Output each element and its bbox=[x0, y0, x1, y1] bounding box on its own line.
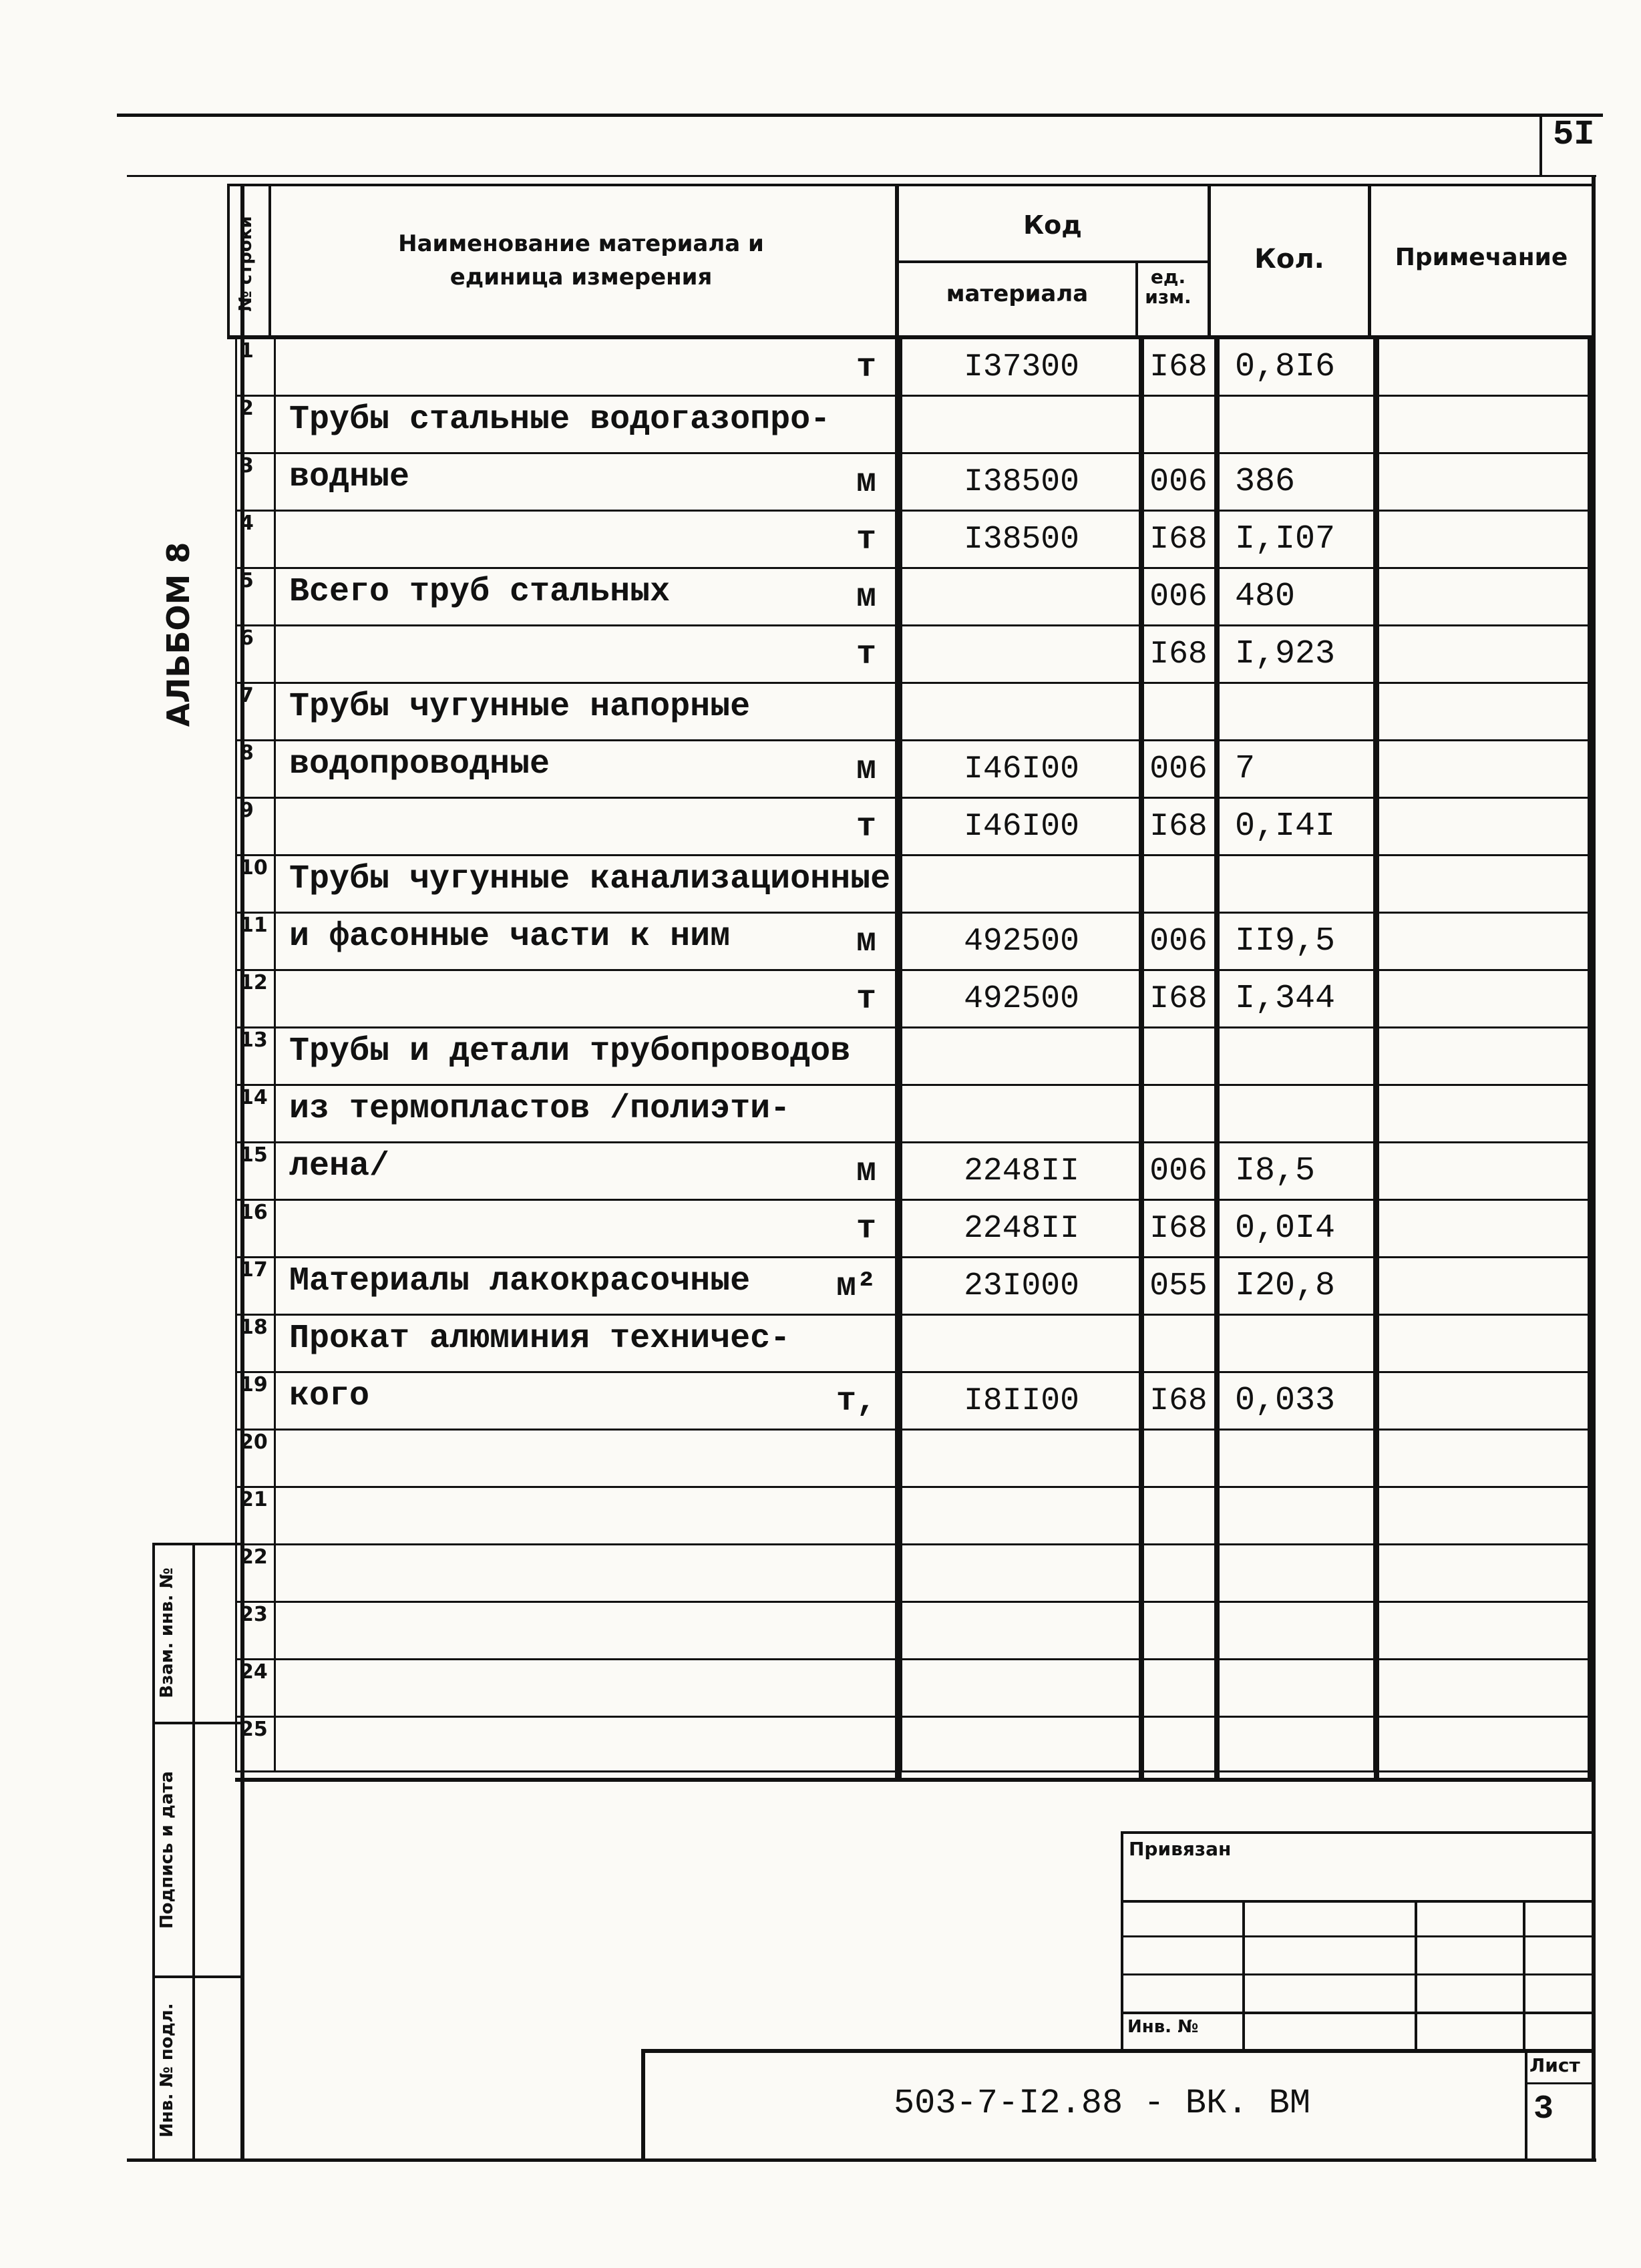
unit-code bbox=[1142, 1602, 1216, 1660]
material-name: лена/ bbox=[289, 1147, 390, 1185]
table-row bbox=[236, 1085, 1593, 1143]
material-code bbox=[902, 626, 1142, 683]
table-row bbox=[236, 1717, 1593, 1772]
row-number: 18 bbox=[236, 1315, 275, 1372]
note bbox=[1375, 511, 1593, 568]
material-name-cell bbox=[275, 1545, 902, 1602]
note bbox=[1375, 1602, 1593, 1660]
table-row bbox=[236, 1602, 1593, 1660]
material-code bbox=[902, 1028, 1142, 1085]
quantity bbox=[1216, 1545, 1375, 1602]
material-name: Трубы чугунные канализационные bbox=[289, 860, 891, 898]
unit-code: 006 bbox=[1142, 1143, 1216, 1200]
material-code: I38500 bbox=[902, 511, 1142, 568]
material-name-cell bbox=[275, 1717, 902, 1772]
material-code bbox=[902, 1602, 1142, 1660]
title-block-left bbox=[641, 2049, 645, 2160]
quantity: I,344 bbox=[1216, 970, 1375, 1028]
unit: т bbox=[856, 980, 876, 1018]
quantity: 0,033 bbox=[1216, 1372, 1375, 1430]
margin-inv-podl-label: Инв. № подл. bbox=[157, 2003, 177, 2138]
note bbox=[1375, 1430, 1593, 1487]
material-code bbox=[902, 396, 1142, 453]
quantity bbox=[1216, 1085, 1375, 1143]
unit-code: 006 bbox=[1142, 453, 1216, 511]
margin-outer-left bbox=[152, 1543, 155, 2160]
material-code: 492500 bbox=[902, 970, 1142, 1028]
material-code: I46I00 bbox=[902, 741, 1142, 798]
table-row bbox=[236, 568, 1593, 626]
unit: м bbox=[856, 1153, 876, 1191]
list-box-left bbox=[1525, 2049, 1527, 2160]
quantity bbox=[1216, 1660, 1375, 1717]
material-name-cell bbox=[275, 1143, 902, 1200]
table-bottom-thick bbox=[235, 1778, 1594, 1782]
unit-code: I68 bbox=[1142, 339, 1216, 396]
quantity bbox=[1216, 1315, 1375, 1372]
material-name: и фасонные части к ним bbox=[289, 918, 731, 956]
table-row bbox=[236, 1315, 1593, 1372]
row-number: 15 bbox=[236, 1143, 275, 1200]
header-qty: Кол. bbox=[1254, 244, 1324, 274]
note bbox=[1375, 568, 1593, 626]
material-code bbox=[902, 1430, 1142, 1487]
row-number: 6 bbox=[236, 626, 275, 683]
material-code bbox=[902, 1660, 1142, 1717]
stamp-privyazan: Привязан bbox=[1129, 1838, 1232, 1860]
materials-table bbox=[235, 337, 1594, 1772]
quantity bbox=[1216, 856, 1375, 913]
unit: м bbox=[856, 751, 876, 789]
table-row bbox=[236, 1143, 1593, 1200]
material-code bbox=[902, 1487, 1142, 1545]
material-code bbox=[902, 856, 1142, 913]
material-code: I46I00 bbox=[902, 798, 1142, 856]
code-col-left-thick bbox=[895, 337, 902, 1780]
margin-podpis-label: Подпись и дата bbox=[157, 1770, 177, 1929]
quantity bbox=[1216, 1430, 1375, 1487]
note bbox=[1375, 453, 1593, 511]
material-name-cell bbox=[275, 1602, 902, 1660]
note bbox=[1375, 913, 1593, 970]
note bbox=[1375, 1143, 1593, 1200]
material-name-cell bbox=[275, 683, 902, 741]
table-row bbox=[236, 626, 1593, 683]
stamp-col-3 bbox=[1523, 1900, 1525, 2050]
quantity bbox=[1216, 396, 1375, 453]
margin-top bbox=[152, 1543, 242, 1545]
stamp-col-1 bbox=[1242, 1900, 1245, 2050]
quantity bbox=[1216, 683, 1375, 741]
note bbox=[1375, 970, 1593, 1028]
unit-code: I68 bbox=[1142, 626, 1216, 683]
quantity: 0,0I4 bbox=[1216, 1200, 1375, 1258]
unit-code bbox=[1142, 1085, 1216, 1143]
unit-code bbox=[1142, 1487, 1216, 1545]
note bbox=[1375, 1372, 1593, 1430]
material-code bbox=[902, 1717, 1142, 1772]
list-value: 3 bbox=[1533, 2090, 1554, 2128]
unit: м bbox=[856, 463, 876, 502]
qty-col-left-thick bbox=[1214, 337, 1220, 1780]
header-code: Код bbox=[1023, 210, 1082, 240]
row-number: 11 bbox=[236, 913, 275, 970]
ed-col-left-thick bbox=[1139, 337, 1144, 1780]
table-right-thick bbox=[1588, 337, 1593, 1780]
material-name-cell bbox=[275, 1028, 902, 1085]
material-code: 23I000 bbox=[902, 1258, 1142, 1315]
margin-sep-1 bbox=[152, 1722, 242, 1724]
row-number: 13 bbox=[236, 1028, 275, 1085]
quantity bbox=[1216, 1602, 1375, 1660]
margin-inner-left bbox=[192, 1543, 195, 2160]
material-name-cell bbox=[275, 396, 902, 453]
material-name-cell bbox=[275, 453, 902, 511]
quantity bbox=[1216, 1028, 1375, 1085]
material-code bbox=[902, 1315, 1142, 1372]
unit: т bbox=[856, 636, 876, 674]
material-name: из термопластов /полиэти- bbox=[289, 1090, 791, 1128]
quantity: 0,I4I bbox=[1216, 798, 1375, 856]
unit-code bbox=[1142, 1660, 1216, 1717]
material-name: Трубы чугунные напорные bbox=[289, 688, 751, 726]
album-label: АЛЬБОМ 8 bbox=[160, 542, 196, 727]
unit-code: I68 bbox=[1142, 1200, 1216, 1258]
note bbox=[1375, 798, 1593, 856]
note bbox=[1375, 1085, 1593, 1143]
quantity: 386 bbox=[1216, 453, 1375, 511]
material-name-cell bbox=[275, 511, 902, 568]
row-number: 10 bbox=[236, 856, 275, 913]
note bbox=[1375, 1487, 1593, 1545]
material-name-cell bbox=[275, 1487, 902, 1545]
material-name-cell bbox=[275, 1315, 902, 1372]
material-name: Трубы стальные водогазопро- bbox=[289, 401, 831, 439]
table-row bbox=[236, 1372, 1593, 1430]
unit: м² bbox=[836, 1268, 876, 1306]
note bbox=[1375, 1660, 1593, 1717]
row-number: 4 bbox=[236, 511, 275, 568]
material-name-cell bbox=[275, 1085, 902, 1143]
table-row bbox=[236, 1487, 1593, 1545]
note bbox=[1375, 856, 1593, 913]
material-code: I8II00 bbox=[902, 1372, 1142, 1430]
note bbox=[1375, 1717, 1593, 1772]
stamp-privyazan-top bbox=[1121, 1831, 1595, 1834]
unit-code bbox=[1142, 683, 1216, 741]
material-code bbox=[902, 1085, 1142, 1143]
table-row bbox=[236, 683, 1593, 741]
material-name-cell bbox=[275, 626, 902, 683]
material-name-cell bbox=[275, 1258, 902, 1315]
material-name-cell bbox=[275, 339, 902, 396]
row-number: 5 bbox=[236, 568, 275, 626]
table-row bbox=[236, 1258, 1593, 1315]
table-row bbox=[236, 856, 1593, 913]
unit-code: I68 bbox=[1142, 1372, 1216, 1430]
row-number: 7 bbox=[236, 683, 275, 741]
unit-code: 006 bbox=[1142, 568, 1216, 626]
material-name-cell bbox=[275, 970, 902, 1028]
note bbox=[1375, 339, 1593, 396]
quantity bbox=[1216, 1487, 1375, 1545]
header-note: Примечание bbox=[1395, 244, 1568, 271]
table-row bbox=[236, 453, 1593, 511]
header-row-no: № строки bbox=[236, 216, 256, 312]
note bbox=[1375, 683, 1593, 741]
unit-code bbox=[1142, 1315, 1216, 1372]
material-code bbox=[902, 1545, 1142, 1602]
header-top bbox=[227, 184, 1593, 186]
table-row bbox=[236, 741, 1593, 798]
table-row bbox=[236, 970, 1593, 1028]
row-number: 12 bbox=[236, 970, 275, 1028]
material-name: Прокат алюминия техничес- bbox=[289, 1320, 791, 1358]
material-code: I38500 bbox=[902, 453, 1142, 511]
stamp-inv-no: Инв. № bbox=[1127, 2017, 1199, 2037]
table-row bbox=[236, 1660, 1593, 1717]
page-number-box-left bbox=[1539, 114, 1542, 177]
table-row bbox=[236, 1545, 1593, 1602]
title-block-top bbox=[641, 2049, 1595, 2053]
table-row bbox=[236, 339, 1593, 396]
material-name-cell bbox=[275, 1660, 902, 1717]
quantity: II9,5 bbox=[1216, 913, 1375, 970]
unit: м bbox=[856, 578, 876, 616]
note bbox=[1375, 1315, 1593, 1372]
material-name: водные bbox=[289, 458, 410, 496]
row-number: 2 bbox=[236, 396, 275, 453]
material-name: Материалы лакокрасочные bbox=[289, 1262, 751, 1300]
header-name-line1: Наименование материала и bbox=[398, 230, 764, 257]
row-number: 24 bbox=[236, 1660, 275, 1717]
material-name: кого bbox=[289, 1377, 370, 1415]
unit-code: 006 bbox=[1142, 741, 1216, 798]
unit: т, bbox=[836, 1382, 876, 1421]
list-label: Лист bbox=[1529, 2054, 1580, 2076]
table-row bbox=[236, 913, 1593, 970]
note bbox=[1375, 396, 1593, 453]
material-name: Всего труб стальных bbox=[289, 573, 671, 611]
frame-bottom bbox=[127, 2158, 1596, 2162]
quantity: I,I07 bbox=[1216, 511, 1375, 568]
material-name-cell bbox=[275, 1200, 902, 1258]
table-row bbox=[236, 1028, 1593, 1085]
material-name-cell bbox=[275, 1372, 902, 1430]
row-number: 17 bbox=[236, 1258, 275, 1315]
note bbox=[1375, 741, 1593, 798]
note bbox=[1375, 1258, 1593, 1315]
unit-code: I68 bbox=[1142, 511, 1216, 568]
material-code bbox=[902, 683, 1142, 741]
top-rule bbox=[117, 114, 1603, 117]
quantity: I20,8 bbox=[1216, 1258, 1375, 1315]
quantity: I8,5 bbox=[1216, 1143, 1375, 1200]
note-col-left-thick bbox=[1374, 337, 1379, 1780]
note bbox=[1375, 1028, 1593, 1085]
unit: т bbox=[856, 521, 876, 559]
row-number: 21 bbox=[236, 1487, 275, 1545]
quantity: 7 bbox=[1216, 741, 1375, 798]
unit: т bbox=[856, 808, 876, 846]
material-code: 2248II bbox=[902, 1200, 1142, 1258]
material-name: Трубы и детали трубопроводов bbox=[289, 1032, 851, 1071]
material-code bbox=[902, 568, 1142, 626]
row-number: 16 bbox=[236, 1200, 275, 1258]
margin-vzam-label: Взам. инв. № bbox=[157, 1567, 177, 1698]
unit: м bbox=[856, 923, 876, 961]
top-rule-2 bbox=[127, 175, 1596, 177]
material-name-cell bbox=[275, 913, 902, 970]
unit-code bbox=[1142, 856, 1216, 913]
unit-code: 006 bbox=[1142, 913, 1216, 970]
material-name-cell bbox=[275, 741, 902, 798]
material-name-cell bbox=[275, 1430, 902, 1487]
stamp-col-2 bbox=[1415, 1900, 1417, 2050]
page-number: 5I bbox=[1553, 115, 1595, 154]
header-div-code-sub bbox=[895, 260, 1209, 263]
document-designation: 503-7-I2.88 - ВК. ВМ bbox=[893, 2084, 1311, 2123]
header-rowno-left bbox=[227, 184, 230, 337]
row-number: 14 bbox=[236, 1085, 275, 1143]
unit-code: I68 bbox=[1142, 970, 1216, 1028]
material-name-cell bbox=[275, 568, 902, 626]
table-row bbox=[236, 1430, 1593, 1487]
note bbox=[1375, 626, 1593, 683]
material-code: 2248II bbox=[902, 1143, 1142, 1200]
unit-code bbox=[1142, 1430, 1216, 1487]
quantity bbox=[1216, 1717, 1375, 1772]
quantity: 0,8I6 bbox=[1216, 339, 1375, 396]
row-number: 8 bbox=[236, 741, 275, 798]
table-row bbox=[236, 798, 1593, 856]
header-div-name bbox=[268, 184, 271, 337]
unit-code bbox=[1142, 1545, 1216, 1602]
list-box-mid bbox=[1525, 2082, 1595, 2084]
stamp-privyazan-left bbox=[1121, 1831, 1123, 2052]
note bbox=[1375, 1545, 1593, 1602]
unit-code bbox=[1142, 1028, 1216, 1085]
row-number: 9 bbox=[236, 798, 275, 856]
material-name-cell bbox=[275, 856, 902, 913]
header-name-line2: единица измерения bbox=[449, 264, 713, 291]
unit-code: I68 bbox=[1142, 798, 1216, 856]
unit: т bbox=[856, 1210, 876, 1248]
unit-code: 055 bbox=[1142, 1258, 1216, 1315]
material-code: I37300 bbox=[902, 339, 1142, 396]
row-number: 19 bbox=[236, 1372, 275, 1430]
unit: т bbox=[856, 349, 876, 387]
material-name-cell bbox=[275, 798, 902, 856]
unit-code bbox=[1142, 1717, 1216, 1772]
quantity: 480 bbox=[1216, 568, 1375, 626]
note bbox=[1375, 1200, 1593, 1258]
table-row bbox=[236, 396, 1593, 453]
margin-sep-2 bbox=[152, 1975, 242, 1978]
row-number: 22 bbox=[236, 1545, 275, 1602]
row-number: 1 bbox=[236, 339, 275, 396]
unit-code bbox=[1142, 396, 1216, 453]
row-number: 23 bbox=[236, 1602, 275, 1660]
row-number: 20 bbox=[236, 1430, 275, 1487]
material-name: водопроводные bbox=[289, 745, 550, 783]
header-code-unit: ед. изм. bbox=[1145, 266, 1192, 308]
row-number: 3 bbox=[236, 453, 275, 511]
quantity: I,923 bbox=[1216, 626, 1375, 683]
table-row bbox=[236, 511, 1593, 568]
header-code-material: материала bbox=[946, 280, 1089, 307]
table-row bbox=[236, 1200, 1593, 1258]
row-number: 25 bbox=[236, 1717, 275, 1772]
material-code: 492500 bbox=[902, 913, 1142, 970]
